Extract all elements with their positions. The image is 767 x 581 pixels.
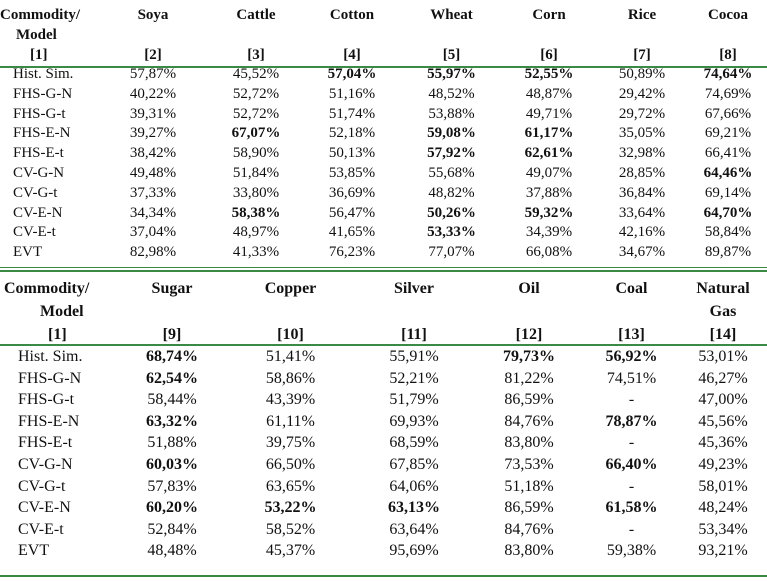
table-cell: 86,59% (504, 391, 554, 409)
table-cell: - (628, 520, 635, 538)
table-cell: 48,48% (147, 542, 197, 560)
table-cell: 74,64% (703, 66, 753, 82)
table-row (0, 540, 767, 562)
table-row (0, 144, 767, 164)
table-cell: 32,98% (618, 145, 666, 162)
table-cell: 48,24% (698, 499, 748, 517)
table-cell: 41,65% (328, 224, 376, 241)
table-cell: 45,56% (698, 412, 748, 430)
table-row (0, 519, 767, 541)
table-cell: 57,04% (327, 66, 377, 82)
table-cell: 58,01% (698, 477, 748, 495)
table-cell: 77,07% (428, 244, 475, 261)
table-cell: 55,68% (428, 164, 475, 181)
table-cell: 51,79% (389, 391, 439, 409)
table-cell: 49,48% (129, 164, 177, 181)
header-model-label: Model (16, 27, 57, 43)
table-cell: 37,33% (129, 184, 177, 201)
model-name: Hist. Sim. (18, 348, 83, 365)
column-number: [1] (30, 47, 48, 63)
table-cell: 52,72% (232, 85, 280, 102)
table-row (0, 223, 767, 243)
table-cell: 43,39% (265, 391, 316, 409)
header-row-names (0, 277, 767, 300)
table-cell: 50,89% (618, 66, 666, 82)
table-cell: 52,18% (328, 125, 376, 142)
table-cell: 68,74% (146, 348, 198, 365)
table-cell: 58,52% (265, 520, 316, 538)
table-cell: 34,39% (525, 224, 573, 241)
model-name: CV-G-N (18, 455, 73, 473)
table-cell: 51,18% (504, 477, 554, 495)
top-results-table (0, 5, 767, 263)
table-cell: 29,42% (618, 85, 666, 102)
table-row (0, 243, 767, 263)
table-cell: 66,50% (265, 455, 316, 473)
table-cell: 63,13% (388, 499, 440, 517)
table-cell: 62,61% (524, 145, 574, 162)
table-cell: 52,21% (389, 369, 439, 387)
table-cell: 81,22% (504, 369, 554, 387)
bottom-results-table (0, 277, 767, 562)
table-cell: 67,85% (389, 455, 439, 473)
table-cell: 48,82% (428, 184, 475, 201)
model-name: FHS-E-N (18, 412, 80, 430)
table-row (0, 389, 767, 411)
table-cell: 69,21% (704, 125, 752, 142)
header-row-numbers (0, 45, 767, 65)
model-name: EVT (13, 244, 43, 261)
table-row (0, 476, 767, 498)
table-cell: - (628, 434, 635, 452)
column-number: [5] (442, 47, 461, 63)
table-cell: 36,69% (328, 184, 376, 201)
table-cell: 66,40% (605, 455, 658, 473)
table-cell: 53,33% (427, 224, 476, 241)
table-cell: 74,69% (704, 85, 752, 102)
model-name: CV-E-N (18, 499, 71, 517)
table-cell: 56,92% (605, 348, 658, 365)
table-cell: 76,23% (328, 244, 376, 261)
table-row (0, 164, 767, 184)
model-name: FHS-E-t (13, 145, 64, 162)
table-cell: 51,74% (328, 105, 376, 122)
table-cell: 58,84% (704, 224, 752, 241)
table-cell: 56,47% (328, 204, 376, 221)
header-row-model (0, 25, 767, 45)
table-cell: 38,42% (129, 145, 177, 162)
model-name: CV-E-t (18, 520, 64, 538)
table-cell: 68,59% (389, 434, 439, 452)
column-number: [7] (633, 47, 651, 63)
top-table-bottom-rule (0, 267, 767, 268)
table-cell: 58,86% (265, 369, 316, 387)
model-name: FHS-G-t (13, 105, 66, 122)
model-name: CV-G-N (13, 164, 65, 181)
column-header: Cattle (236, 7, 276, 23)
table-cell: 64,70% (703, 204, 753, 221)
table-cell: 84,76% (504, 520, 554, 538)
table-row (0, 411, 767, 433)
table-cell: 57,87% (129, 66, 177, 82)
table-cell: 39,75% (265, 434, 316, 452)
table-row (0, 85, 767, 105)
column-header: Silver (394, 280, 434, 297)
table-cell: 48,52% (428, 85, 475, 102)
table-cell: 59,38% (606, 542, 657, 560)
table-cell: 39,27% (129, 125, 177, 142)
table-cell: 55,91% (389, 348, 439, 365)
table-row (0, 105, 767, 125)
table-cell: 62,54% (146, 369, 198, 387)
table-cell: 58,38% (231, 204, 281, 221)
table-cell: 67,07% (231, 125, 281, 142)
table-cell: 49,07% (525, 164, 573, 181)
table-cell: 69,14% (704, 184, 752, 201)
table-cell: 29,72% (618, 105, 666, 122)
table-cell: 78,87% (605, 412, 658, 430)
column-header: Natural (696, 280, 750, 297)
column-header: Coal (615, 280, 648, 297)
column-number: [9] (162, 326, 182, 343)
table-row (0, 204, 767, 224)
table-cell: 52,84% (147, 520, 197, 538)
table-cell: 34,34% (129, 204, 177, 221)
model-name: FHS-G-t (18, 391, 75, 409)
table-cell: 63,32% (146, 412, 198, 430)
column-header: Cocoa (708, 7, 748, 23)
table-cell: 33,80% (232, 184, 280, 201)
table-cell: 59,08% (427, 125, 476, 142)
table-cell: 33,64% (618, 204, 666, 221)
table-cell: 37,04% (129, 224, 177, 241)
table-cell: 63,64% (389, 520, 439, 538)
header-row-model (0, 300, 767, 323)
table-cell: 66,41% (704, 145, 752, 162)
column-header: Sugar (151, 280, 193, 297)
column-number: [6] (540, 47, 558, 63)
table-cell: 84,76% (504, 412, 554, 430)
table-row (0, 432, 767, 454)
table-cell: 64,46% (703, 164, 753, 181)
table-cell: 95,69% (389, 542, 439, 560)
table-cell: 93,21% (698, 542, 748, 560)
table-cell: 53,01% (698, 348, 748, 365)
table-row (0, 497, 767, 519)
table-cell: 66,08% (525, 244, 573, 261)
column-number: [13] (618, 326, 645, 343)
table-cell: 82,98% (129, 244, 177, 261)
table-cell: 48,87% (525, 85, 573, 102)
column-header: Wheat (430, 7, 473, 23)
column-header: Soya (137, 7, 169, 23)
table-cell: 52,72% (232, 105, 280, 122)
table-cell: 51,88% (147, 434, 197, 452)
bottom-table-bottom-rule (0, 575, 767, 577)
table-cell: 28,85% (618, 164, 666, 181)
table-cell: 58,44% (147, 391, 197, 409)
table-cell: 53,85% (328, 164, 376, 181)
table-row (0, 454, 767, 476)
table-cell: 41,33% (232, 244, 280, 261)
table-cell: 50,13% (328, 145, 376, 162)
table-cell: 57,83% (147, 477, 197, 495)
column-number: [2] (144, 47, 162, 63)
model-name: FHS-E-N (13, 125, 71, 142)
column-number: [1] (48, 326, 67, 343)
table-cell: 79,73% (503, 348, 555, 365)
table-cell: 58,90% (232, 145, 280, 162)
column-number: [8] (719, 47, 737, 63)
table-cell: 83,80% (504, 542, 554, 560)
table-cell: 51,16% (328, 85, 376, 102)
table-cell: 83,80% (504, 434, 554, 452)
bottom-table-body (0, 346, 767, 562)
column-number: [4] (343, 47, 361, 63)
table-cell: - (628, 391, 635, 409)
column-header: Oil (518, 280, 540, 297)
column-number: [12] (515, 326, 543, 343)
column-header: Rice (627, 7, 657, 23)
table-row (0, 124, 767, 144)
table-cell: 46,27% (698, 369, 748, 387)
table-cell: 63,65% (265, 477, 316, 495)
model-name: FHS-E-t (18, 434, 73, 452)
table-cell: 73,53% (504, 455, 554, 473)
table-cell: 53,34% (698, 520, 748, 538)
table-cell: 53,22% (264, 499, 317, 517)
table-cell: 60,03% (146, 455, 198, 473)
top-table-body (0, 65, 767, 263)
column-header: Copper (264, 280, 317, 297)
model-name: FHS-G-N (18, 369, 82, 387)
table-cell: 45,37% (265, 542, 316, 560)
column-header: Corn (532, 7, 566, 23)
table-cell: 67,66% (704, 105, 752, 122)
table-cell: 47,00% (698, 391, 748, 409)
column-header-line2: Gas (709, 303, 737, 320)
header-commodity-model: Commodity/ (0, 7, 80, 23)
table-row (0, 368, 767, 390)
header-commodity-model: Commodity/ (4, 280, 90, 297)
header-row-names (0, 5, 767, 25)
table-cell: 48,97% (232, 224, 280, 241)
model-name: CV-G-t (18, 477, 66, 495)
model-name: FHS-G-N (13, 85, 73, 102)
table-cell: 42,16% (618, 224, 666, 241)
table-cell: 86,59% (504, 499, 554, 517)
tables-divider-rule (0, 270, 767, 272)
table-cell: 51,41% (265, 348, 316, 365)
table-cell: 55,97% (427, 66, 476, 82)
column-header: Cotton (329, 7, 375, 23)
model-name: CV-E-t (13, 224, 56, 241)
table-cell: 45,36% (698, 434, 748, 452)
table-cell: 36,84% (618, 184, 666, 201)
table-cell: 89,87% (704, 244, 752, 261)
model-name: CV-E-N (13, 204, 63, 221)
column-number: [3] (247, 47, 265, 63)
table-cell: 61,11% (266, 412, 315, 430)
model-name: Hist. Sim. (13, 66, 74, 82)
model-name: EVT (18, 542, 50, 560)
table-cell: 37,88% (525, 184, 573, 201)
table-cell: 51,84% (232, 164, 280, 181)
table-cell: 34,67% (618, 244, 666, 261)
table-cell: 49,23% (698, 455, 748, 473)
table-cell: 50,26% (427, 204, 476, 221)
table-cell: 35,05% (618, 125, 666, 142)
table-cell: - (628, 477, 635, 495)
header-model-label: Model (40, 303, 84, 320)
model-name: CV-G-t (13, 184, 58, 201)
table-cell: 57,92% (427, 145, 476, 162)
table-cell: 45,52% (232, 66, 280, 82)
table-cell: 61,17% (524, 125, 574, 142)
table-cell: 60,20% (146, 499, 198, 517)
column-number: [10] (277, 326, 304, 343)
table-row (0, 184, 767, 204)
table-cell: 69,93% (389, 412, 439, 430)
table-cell: 59,32% (524, 204, 574, 221)
table-cell: 52,55% (524, 66, 574, 82)
table-cell: 49,71% (525, 105, 573, 122)
table-row (0, 65, 767, 85)
table-cell: 61,58% (605, 499, 658, 517)
header-row-numbers (0, 323, 767, 346)
table-row (0, 346, 767, 368)
table-cell: 40,22% (129, 85, 177, 102)
table-cell: 64,06% (389, 477, 439, 495)
table-cell: 39,31% (129, 105, 177, 122)
table-cell: 74,51% (606, 369, 657, 387)
column-number: [14] (709, 326, 737, 343)
column-number: [11] (401, 326, 427, 343)
table-cell: 53,88% (428, 105, 475, 122)
